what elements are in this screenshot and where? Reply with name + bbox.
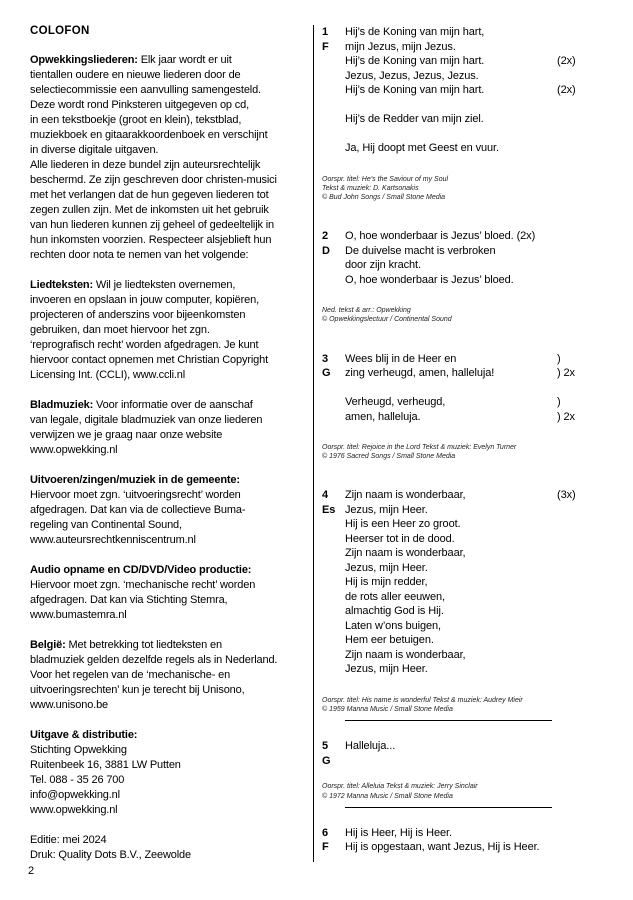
lyric-text: Hij is mijn redder, xyxy=(345,576,428,589)
repeat-annotation: ) xyxy=(557,396,561,409)
colofon-line: Licensing Int. (CCLI), www.ccli.nl xyxy=(30,369,186,381)
colofon-line: zegen zullen zijn. Met de inkomsten uit het gebruik xyxy=(30,204,269,216)
lyric-text: Zijn naam is wonderbaar, xyxy=(345,648,466,661)
song-lyrics xyxy=(345,229,585,287)
lyric-line xyxy=(345,244,585,259)
lyric-text: Verheugd, verheugd, xyxy=(345,396,446,409)
lyric-line xyxy=(345,604,585,619)
colofon-line: in diverse digitale uitgaven. xyxy=(30,144,159,156)
lyric-text: Hem eer betuigen. xyxy=(345,634,434,647)
colofon-line: rechten door nota te nemen van het volgende: xyxy=(30,249,249,261)
lyric-line xyxy=(345,662,585,677)
colofon-paragraph xyxy=(30,728,312,818)
repeat-annotation: ) 2x xyxy=(557,367,575,380)
lyric-text: amen, halleluja. xyxy=(345,410,421,423)
song-credit xyxy=(322,782,585,800)
lyric-text: Hij’s de Koning van mijn hart. xyxy=(345,55,485,67)
song-key: D xyxy=(322,244,330,257)
repeat-annotation: ) xyxy=(557,352,561,365)
song-number: 2 xyxy=(322,230,329,243)
lyric-text: Heerser tot in de dood. xyxy=(345,532,455,545)
song-separator-rule xyxy=(345,807,552,808)
credit-line: Oorspr. titel: His name is wonderful Tekst & muziek: Audrey Mieir xyxy=(322,696,523,704)
colofon-paragraph xyxy=(30,638,312,713)
song-key: F xyxy=(322,841,329,854)
colofon-line: gebruiken, dan moet hiervoor het zgn. xyxy=(30,324,210,336)
credit-line: © Opwekkingslectuur / Continental Sound xyxy=(322,316,452,324)
song-number-key xyxy=(322,488,345,677)
songs-column xyxy=(322,25,585,855)
credit-line: © 1976 Sacred Songs / Small Stone Media xyxy=(322,453,456,461)
lyric-text: Halleluja... xyxy=(345,740,396,753)
lyric-text: Jezus, mijn Heer. xyxy=(345,503,428,516)
colofon-line: selectiecommissie een aanvulling samengesteld. xyxy=(30,84,261,96)
lyric-line xyxy=(345,590,585,605)
colofon-line: afgedragen. Dat kan via de collectieve Buma- xyxy=(30,504,246,516)
colofon-section-heading-text: Bladmuziek: xyxy=(30,399,94,411)
colofon-section-heading xyxy=(30,473,312,488)
colofon-paragraph xyxy=(30,833,312,863)
song-lyrics xyxy=(345,739,585,768)
colofon-line: www.opwekking.nl xyxy=(30,444,118,456)
page-number: 2 xyxy=(28,865,35,877)
colofon-line: www.bumastemra.nl xyxy=(30,609,127,621)
lyric-line xyxy=(345,395,585,410)
lyric-line xyxy=(345,141,585,156)
song-number-key xyxy=(322,229,345,287)
lyric-line xyxy=(345,575,585,590)
colofon-column xyxy=(30,24,312,863)
colofon-line: Editie: mei 2024 xyxy=(30,834,107,846)
song-number-key xyxy=(322,739,345,768)
song-separator-rule xyxy=(345,720,552,721)
lyric-blank-line xyxy=(345,127,585,142)
colofon-line: hun inkomsten voorzien. Respecteer alsjeblieft hun xyxy=(30,234,272,246)
lyric-text: zing verheugd, amen, halleluja! xyxy=(345,367,495,380)
colofon-section-heading-text: Audio opname en CD/DVD/Video productie: xyxy=(30,564,252,576)
colofon-section-heading xyxy=(30,728,312,743)
lyric-line xyxy=(345,83,585,98)
lyric-text: Zijn naam is wonderbaar, xyxy=(345,547,466,560)
lyric-text: Hij is een Heer zo groot. xyxy=(345,518,461,531)
colofon-line: invoeren en opslaan in jouw computer, kopiëren, xyxy=(30,294,259,306)
song xyxy=(322,352,585,425)
lyric-text: Hij is Heer, Hij is Heer. xyxy=(345,826,452,839)
lyric-line xyxy=(345,517,585,532)
lyric-line xyxy=(345,352,585,367)
colofon-section-heading-text: Uitgave & distributie: xyxy=(30,729,138,741)
lyric-text: door zijn kracht. xyxy=(345,259,421,272)
colofon-line: Deze wordt rond Pinksteren uitgegeven op cd, xyxy=(30,99,250,111)
colofon-line: Voor het regelen van de ‘mechanische- en xyxy=(30,669,231,681)
song xyxy=(322,25,585,156)
colofon-section-heading xyxy=(30,563,312,578)
song-credit xyxy=(322,175,585,203)
song-number: 1 xyxy=(322,26,329,38)
song-key: F xyxy=(322,40,329,53)
colofon-paragraph xyxy=(30,473,312,548)
colofon-line: van legale, digitale bladmuziek van onze liederen xyxy=(30,414,263,426)
lyric-line xyxy=(345,488,585,503)
colofon-line: in een tekstboekje (groot en klein), tekstblad, xyxy=(30,114,242,126)
lyric-text: Jezus, mijn Heer. xyxy=(345,663,428,676)
lyric-line xyxy=(345,648,585,663)
lyric-line xyxy=(345,258,585,273)
song-number: 5 xyxy=(322,740,329,753)
colofon-line: met het verlangen dat de hun gegeven liederen tot xyxy=(30,189,269,201)
song xyxy=(322,229,585,287)
column-divider xyxy=(313,25,314,862)
colofon-line: Opwekkingsliederen: Elk jaar wordt er uit xyxy=(30,54,232,66)
song-lyrics xyxy=(345,488,585,677)
song xyxy=(322,488,585,677)
colofon-section-heading-text: Uitvoeren/zingen/muziek in de gemeente: xyxy=(30,474,240,486)
colofon-line: Bladmuziek: Voor informatie over de aanschaf xyxy=(30,399,253,411)
lyric-line xyxy=(345,532,585,547)
colofon-line: België: Met betrekking tot liedteksten en xyxy=(30,639,222,651)
colofon-line: Tel. 088 - 35 26 700 xyxy=(30,774,125,786)
colofon-line: verwijzen we je graag naar onze website xyxy=(30,429,223,441)
colofon-line: Stichting Opwekking xyxy=(30,744,127,756)
song-number: 3 xyxy=(322,352,329,365)
colofon-line: beschermd. Ze zijn geschreven door christen-musici xyxy=(30,174,277,186)
colofon-paragraph xyxy=(30,563,312,623)
lyric-text: Hij’s de Koning van mijn hart. xyxy=(345,84,485,96)
colofon-paragraph xyxy=(30,53,312,263)
lyric-line xyxy=(345,273,585,288)
colofon-line: Druk: Quality Dots B.V., Zeewolde xyxy=(30,849,191,861)
lyric-text: de rots aller eeuwen, xyxy=(345,590,446,603)
song-number-key xyxy=(322,25,345,156)
lyric-line xyxy=(345,54,585,69)
lyric-line xyxy=(345,633,585,648)
lyric-text: Ja, Hij doopt met Geest en vuur. xyxy=(345,142,499,154)
lyric-text: Laten w’ons buigen, xyxy=(345,619,441,632)
song xyxy=(322,739,585,768)
lyric-line xyxy=(345,546,585,561)
credit-line: Ned. tekst & arr.: Opwekking xyxy=(322,307,411,315)
song-lyrics xyxy=(345,25,585,156)
lyric-blank-line xyxy=(345,381,585,396)
song-number: 6 xyxy=(322,826,329,839)
lyric-text: mijn Jezus, mijn Jezus. xyxy=(345,40,456,53)
credit-line: Tekst & muziek: D. Kartsonakis xyxy=(322,184,419,192)
credit-line: Oorspr. titel: Rejoice in the Lord Tekst & muziek: Evelyn Turner xyxy=(322,444,517,452)
song-key: Es xyxy=(322,503,336,516)
credit-line: © 1972 Manna Music / Small Stone Media xyxy=(322,792,453,800)
colofon-paragraph xyxy=(30,278,312,383)
lyric-text: O, hoe wonderbaar is Jezus’ bloed. xyxy=(345,273,514,286)
song-credit xyxy=(322,306,585,324)
colofon-line: Hiervoor moet zgn. ‘mechanische recht’ worden xyxy=(30,579,256,591)
lyric-text: De duivelse macht is verbroken xyxy=(345,244,496,257)
repeat-annotation: (2x) xyxy=(557,84,576,96)
repeat-annotation: (2x) xyxy=(557,55,576,67)
colofon-section-heading-text: Liedteksten: xyxy=(30,279,93,291)
colofon-line: www.opwekking.nl xyxy=(30,804,118,816)
lyric-text: Jezus, Jezus, Jezus, Jezus. xyxy=(345,69,479,82)
colofon-line: www.unisono.be xyxy=(30,699,109,711)
lyric-text: Zijn naam is wonderbaar, xyxy=(345,489,466,502)
lyric-line xyxy=(345,112,585,127)
lyric-line xyxy=(345,503,585,518)
lyric-line xyxy=(345,619,585,634)
song-number-key xyxy=(322,826,345,855)
colofon-line: Alle liederen in deze bundel zijn auteursrechtelijk xyxy=(30,159,261,171)
colofon-line: info@opwekking.nl xyxy=(30,789,120,801)
lyric-line xyxy=(345,561,585,576)
colofon-paragraphs xyxy=(30,53,312,863)
song-number-key xyxy=(322,352,345,425)
song-key: G xyxy=(322,367,331,380)
lyric-line xyxy=(345,366,585,381)
lyric-line xyxy=(345,25,585,40)
lyric-text: O, hoe wonderbaar is Jezus’ bloed. (2x) xyxy=(345,230,536,243)
colofon-line: tientallen oudere en nieuwe liederen door de xyxy=(30,69,241,81)
lyric-text: Jezus, mijn Heer. xyxy=(345,561,428,574)
credit-line: © Bud John Songs / Small Stone Media xyxy=(322,193,446,201)
lyric-line xyxy=(345,69,585,84)
lyric-line xyxy=(345,40,585,55)
lyric-line xyxy=(345,410,585,425)
credit-line: Oorspr. titel: Alleluia Tekst & muziek: Jerry Sinclair xyxy=(322,783,478,791)
song-credit xyxy=(322,443,585,461)
colofon-line: Liedteksten: Wil je liedteksten overnemen, xyxy=(30,279,236,291)
song-number: 4 xyxy=(322,489,329,502)
song-credit xyxy=(322,696,585,714)
colofon-section-heading-text: België: xyxy=(30,639,66,651)
lyric-text: Hij’s de Koning van mijn hart, xyxy=(345,26,485,38)
colofon-line: bladmuziek gelden dezelfde regels als in Nederland. xyxy=(30,654,278,666)
credit-line: © 1959 Manna Music / Small Stone Media xyxy=(322,706,453,714)
credit-line: Oorspr. titel: He’s the Saviour of my Soul xyxy=(322,175,449,183)
lyric-text: almachtig God is Hij. xyxy=(345,605,444,618)
colofon-title: COLOFON xyxy=(30,25,90,37)
colofon-line: uitvoeringsrechten’ kun je terecht bij Unisono, xyxy=(30,684,245,696)
colofon-line: van hun liederen kunnen zij geheel of gedeeltelijk in xyxy=(30,219,275,231)
colofon-line: Hiervoor moet zgn. ‘uitvoeringsrecht’ worden xyxy=(30,489,241,501)
colofon-line: projecteren of anderszins voor bijeenkomsten xyxy=(30,309,246,321)
lyric-line xyxy=(345,826,585,841)
colofon-line: muziekboek en gitaarakkoordenboek en verschijnt xyxy=(30,129,268,141)
colofon-line: Ruitenbeek 16, 3881 LW Putten xyxy=(30,759,181,771)
colofon-line: www.auteursrechtkenniscentrum.nl xyxy=(30,534,196,546)
repeat-annotation: ) 2x xyxy=(557,410,575,423)
lyric-text: Wees blij in de Heer en xyxy=(345,352,457,365)
colofon-line: regeling van Continental Sound, xyxy=(30,519,182,531)
colofon-line: hiervoor contact opnemen met Christian Copyright xyxy=(30,354,268,366)
lyric-line xyxy=(345,229,585,244)
colofon-line: afgedragen. Dat kan via Stichting Stemra, xyxy=(30,594,228,606)
song xyxy=(322,826,585,855)
colofon-section-heading-text: Opwekkingsliederen: xyxy=(30,54,138,66)
lyric-line xyxy=(345,739,585,754)
lyric-line xyxy=(345,840,585,855)
song-lyrics xyxy=(345,826,585,855)
lyric-blank-line xyxy=(345,98,585,113)
colofon-paragraph xyxy=(30,398,312,458)
lyric-text: Hij is opgestaan, want Jezus, Hij is Heer. xyxy=(345,841,540,854)
lyric-text: Hij’s de Redder van mijn ziel. xyxy=(345,113,484,125)
repeat-annotation: (3x) xyxy=(557,489,576,502)
colofon-line: ‘reprografisch recht’ worden afgedragen. Je kunt xyxy=(30,339,259,351)
song-lyrics xyxy=(345,352,585,425)
song-key: G xyxy=(322,754,331,767)
